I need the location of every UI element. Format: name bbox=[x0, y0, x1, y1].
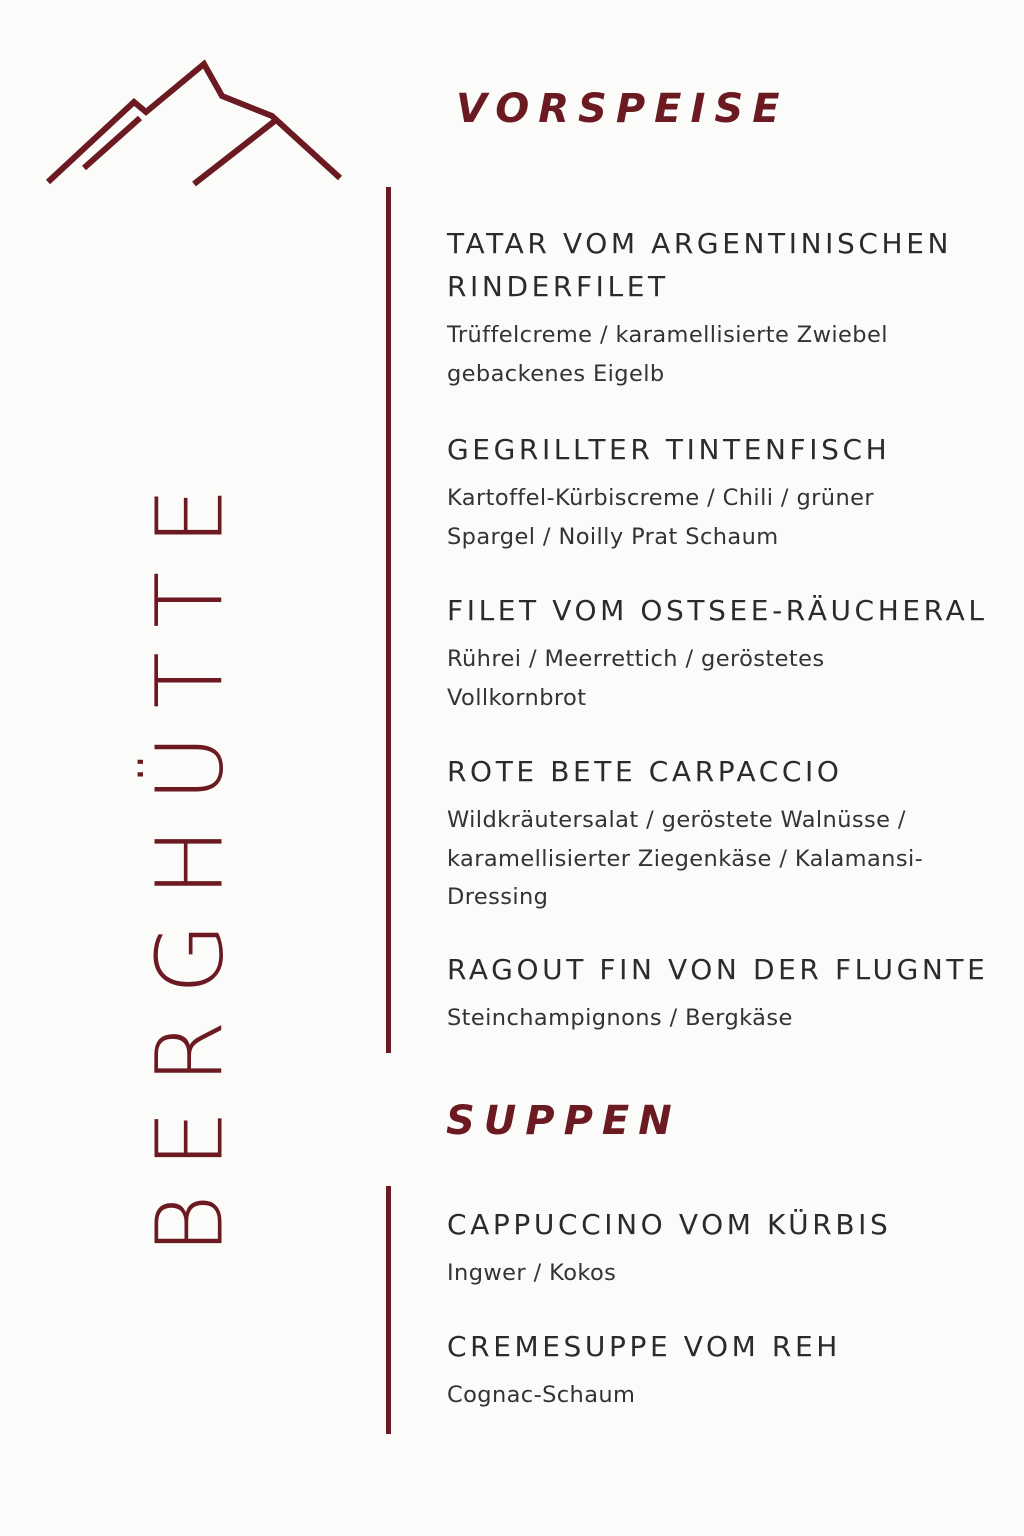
section-divider-suppen bbox=[386, 1186, 391, 1434]
mountain-peaks-icon bbox=[44, 56, 344, 188]
menu-item bbox=[447, 1203, 1017, 1293]
section-divider-vorspeise bbox=[386, 187, 391, 1053]
dish-description: Kartoffel-Kürbiscreme / Chili / grüner Spargel / Noilly Prat Schaum bbox=[447, 485, 875, 550]
menu-item bbox=[447, 428, 1017, 556]
dish-name: TATAR VOM ARGENTINISCHEN RINDERFILET bbox=[447, 227, 953, 303]
brand-name-text: BERGHÜTTE bbox=[136, 461, 244, 1255]
dish-name: FILET VOM OSTSEE-RÄUCHERAL bbox=[447, 594, 988, 627]
dish-name: RAGOUT FIN VON DER FLUGNTE bbox=[447, 953, 989, 986]
menu-item bbox=[447, 948, 1017, 1038]
dish-description: Wildkräutersalat / geröstete Walnüsse / karamellisierter Ziegenkäse / Kalamansi- Dressing bbox=[447, 807, 924, 910]
dish-name: ROTE BETE CARPACCIO bbox=[447, 755, 843, 788]
dish-name: CREMESUPPE VOM REH bbox=[447, 1330, 841, 1363]
menu-item bbox=[447, 589, 1017, 717]
menu-item bbox=[447, 1325, 1017, 1415]
dish-description: Rührei / Meerrettich / geröstetes Vollkornbrot bbox=[447, 646, 825, 711]
dish-description: Cognac-Schaum bbox=[447, 1382, 636, 1408]
section-title-suppen: SUPPEN bbox=[446, 1098, 681, 1144]
dish-description: Trüffelcreme / karamellisierte Zwiebel gebackenes Eigelb bbox=[447, 322, 888, 387]
section-title-vorspeise: VORSPEISE bbox=[456, 86, 789, 132]
dish-name: GEGRILLTER TINTENFISCH bbox=[447, 433, 891, 466]
dish-name: CAPPUCCINO VOM KÜRBIS bbox=[447, 1208, 892, 1241]
dish-description: Steinchampignons / Bergkäse bbox=[447, 1005, 793, 1031]
menu-item bbox=[447, 750, 1017, 917]
menu-item bbox=[447, 222, 1017, 393]
dish-description: Ingwer / Kokos bbox=[447, 1260, 617, 1286]
